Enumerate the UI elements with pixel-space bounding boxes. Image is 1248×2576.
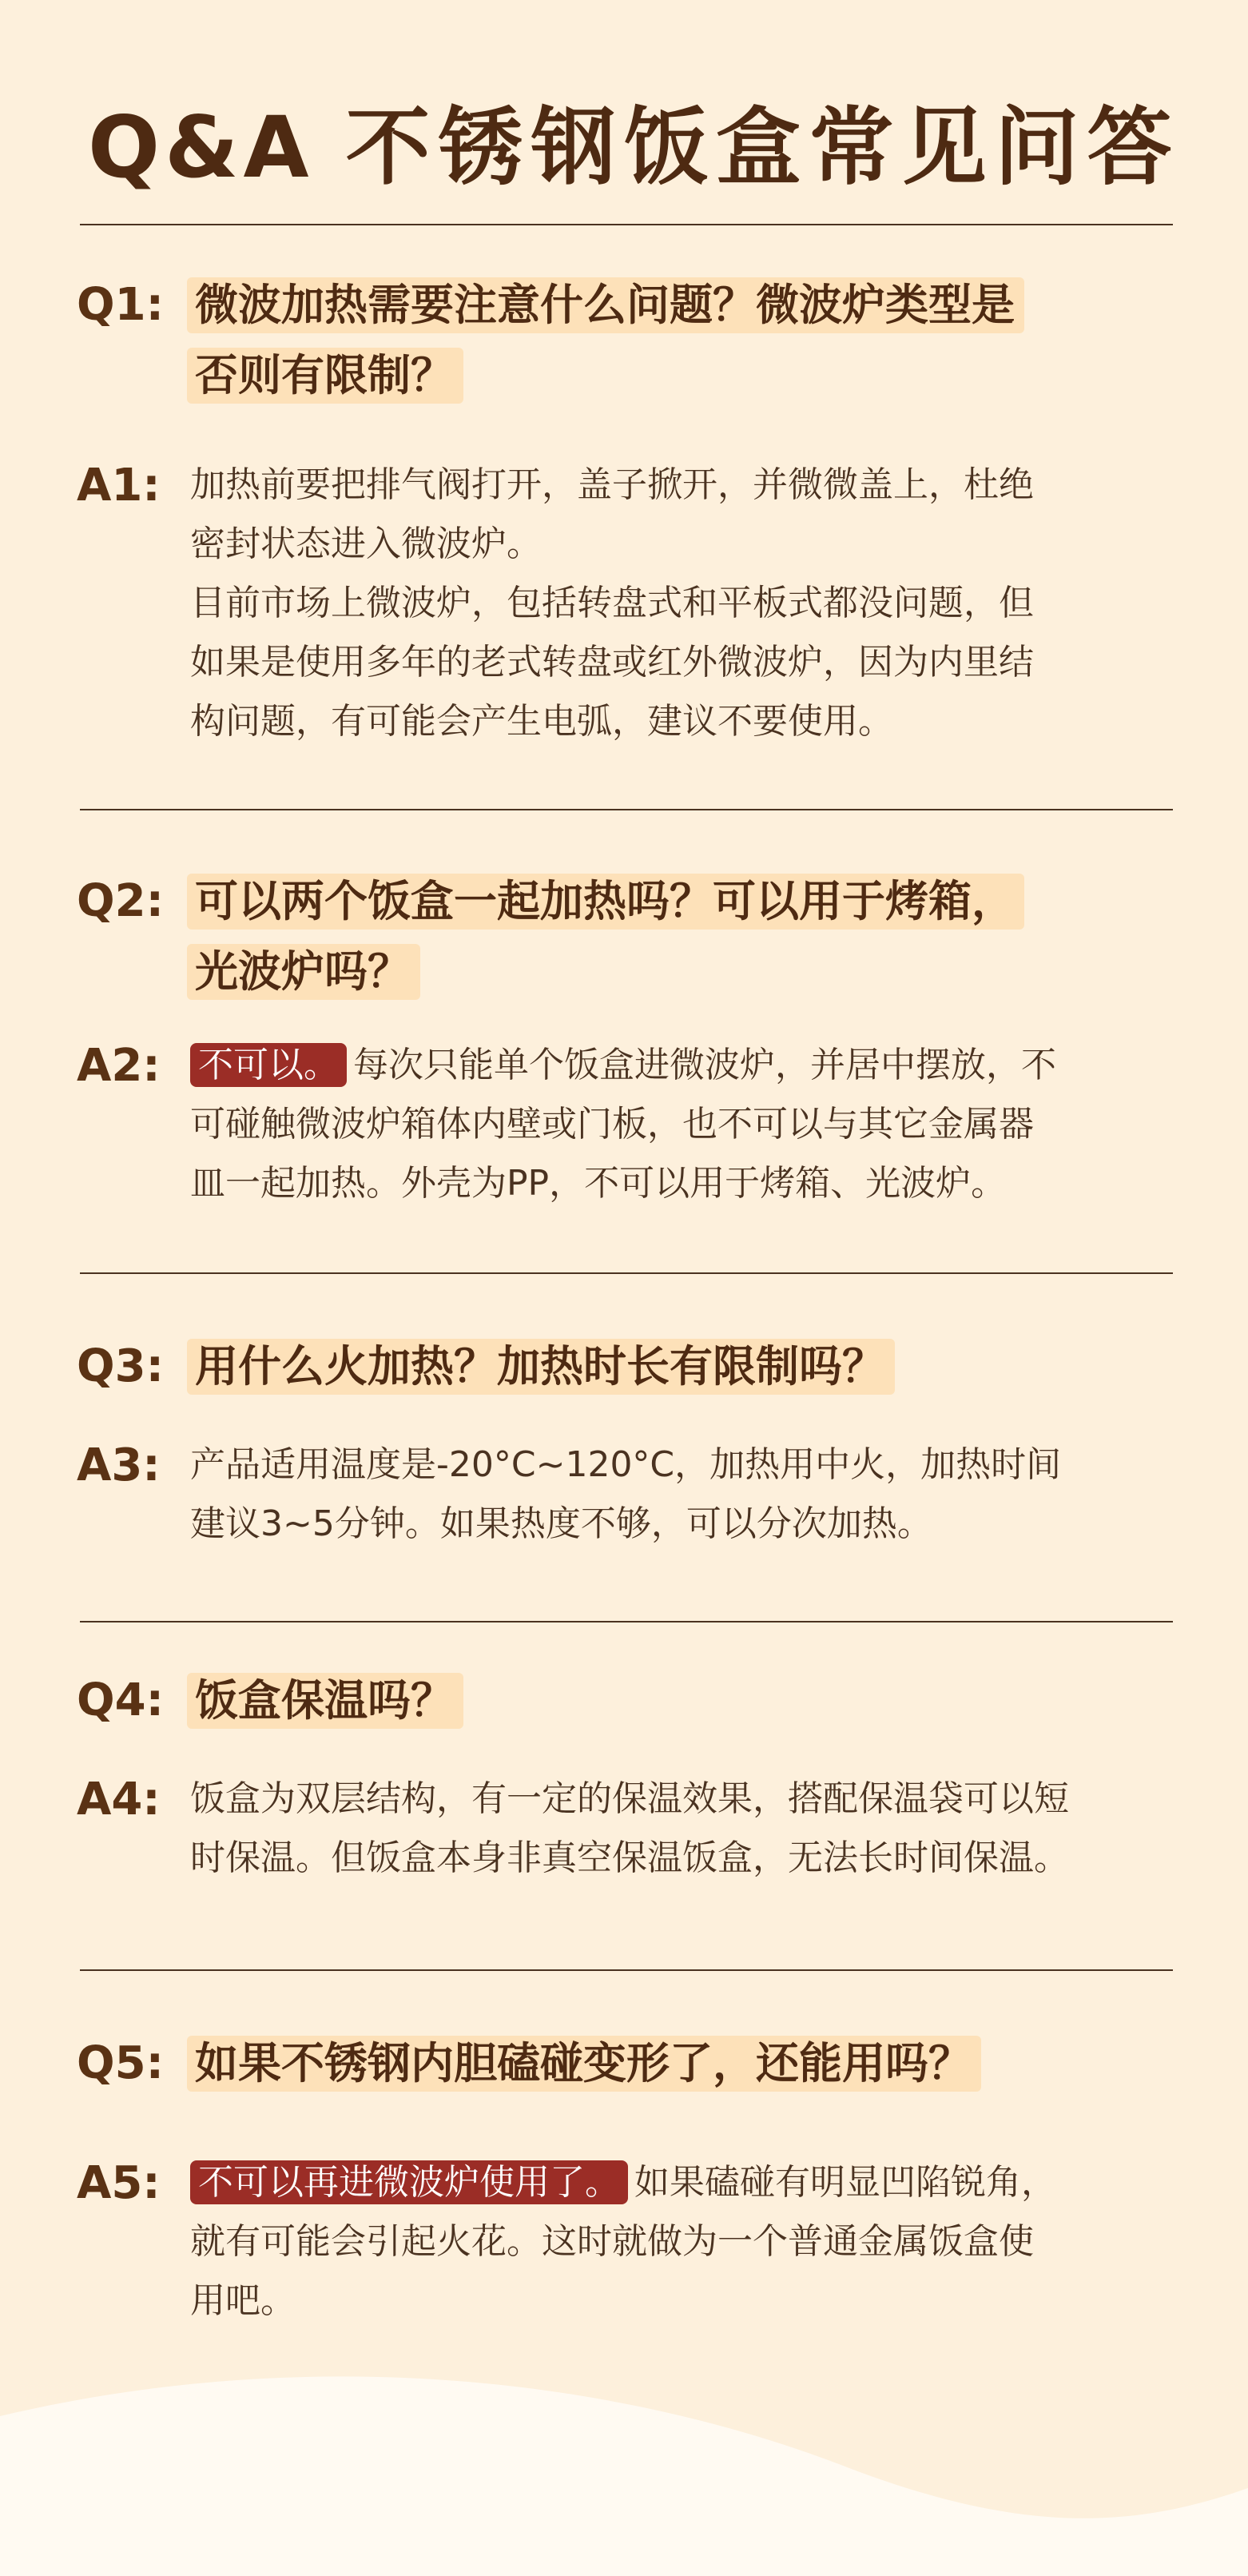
question-text [187, 866, 1162, 1007]
answer-highlight-badge: 不可以。 [190, 1043, 347, 1087]
answer-line: 构问题，有可能会产生电弧，建议不要使用。 [190, 701, 893, 742]
question-text [187, 1666, 1162, 1736]
answer-text [190, 2153, 1165, 2331]
answer-label: A1: [77, 460, 161, 512]
divider [80, 1969, 1173, 1971]
answer-line: 每次只能单个饭盒进微波炉，并居中摆放，不 [353, 1045, 1056, 1085]
answer-label: A5: [77, 2157, 161, 2209]
question-label: Q1: [77, 279, 164, 331]
question-label: Q2: [77, 875, 164, 927]
bottom-wave-decoration [0, 2368, 1248, 2576]
question-label: Q4: [77, 1674, 164, 1726]
divider [80, 1621, 1173, 1622]
answer-line: 加热前要把排气阀打开，盖子掀开，并微微盖上，杜绝 [190, 464, 1034, 505]
answer-label: A3: [77, 1439, 161, 1491]
answer-line: 可碰触微波炉箱体内壁或门板，也不可以与其它金属器 [190, 1104, 1034, 1145]
divider [80, 1272, 1173, 1274]
question-line: 否则有限制？ [187, 348, 463, 404]
answer-line: 如果是使用多年的老式转盘或红外微波炉，因为内里结 [190, 642, 1034, 683]
question-line: 饭盒保温吗？ [187, 1673, 463, 1729]
answer-text [190, 456, 1165, 751]
answer-line: 就有可能会引起火花。这时就做为一个普通金属饭盒使 [190, 2221, 1034, 2262]
answer-label: A4: [77, 1774, 161, 1825]
question-line: 可以两个饭盒一起加热吗？可以用于烤箱， [187, 874, 1024, 930]
answer-line: 建议3~5分钟。如果热度不够，可以分次加热。 [190, 1503, 932, 1544]
question-line: 微波加热需要注意什么问题？微波炉类型是 [187, 277, 1024, 333]
question-line: 如果不锈钢内胆磕碰变形了，还能用吗？ [187, 2036, 981, 2092]
answer-text [190, 1435, 1165, 1554]
answer-text [190, 1036, 1165, 1213]
divider [80, 809, 1173, 810]
question-label: Q3: [77, 1340, 164, 1392]
answer-text [190, 1770, 1165, 1888]
answer-line: 产品适用温度是-20°C~120°C，加热用中火，加热时间 [190, 1444, 1062, 1485]
answer-line: 目前市场上微波炉，包括转盘式和平板式都没问题，但 [190, 583, 1034, 623]
answer-label: A2: [77, 1040, 161, 1092]
question-line: 用什么火加热？加热时长有限制吗？ [187, 1339, 895, 1395]
divider [80, 224, 1173, 225]
answer-line: 饭盒为双层结构，有一定的保温效果，搭配保温袋可以短 [190, 1778, 1069, 1819]
answer-line: 皿一起加热。外壳为PP，不可以用于烤箱、光波炉。 [190, 1163, 1007, 1204]
question-text [187, 270, 1162, 411]
question-text [187, 2029, 1162, 2099]
answer-line: 用吧。 [190, 2280, 296, 2321]
question-text [187, 1332, 1162, 1402]
question-label: Q5: [77, 2037, 164, 2089]
page-title [88, 96, 1180, 200]
question-line: 光波炉吗？ [187, 944, 420, 1000]
title-text: 不锈钢饭盒常见问答 [345, 98, 1180, 197]
answer-line: 时保温。但饭盒本身非真空保温饭盒，无法长时间保温。 [190, 1837, 1069, 1878]
qa-mark: Q&A [88, 98, 314, 197]
answer-highlight-badge: 不可以再进微波炉使用了。 [190, 2160, 628, 2204]
answer-line: 密封状态进入微波炉。 [190, 524, 542, 564]
answer-line: 如果磕碰有明显凹陷锐角， [634, 2162, 1056, 2203]
